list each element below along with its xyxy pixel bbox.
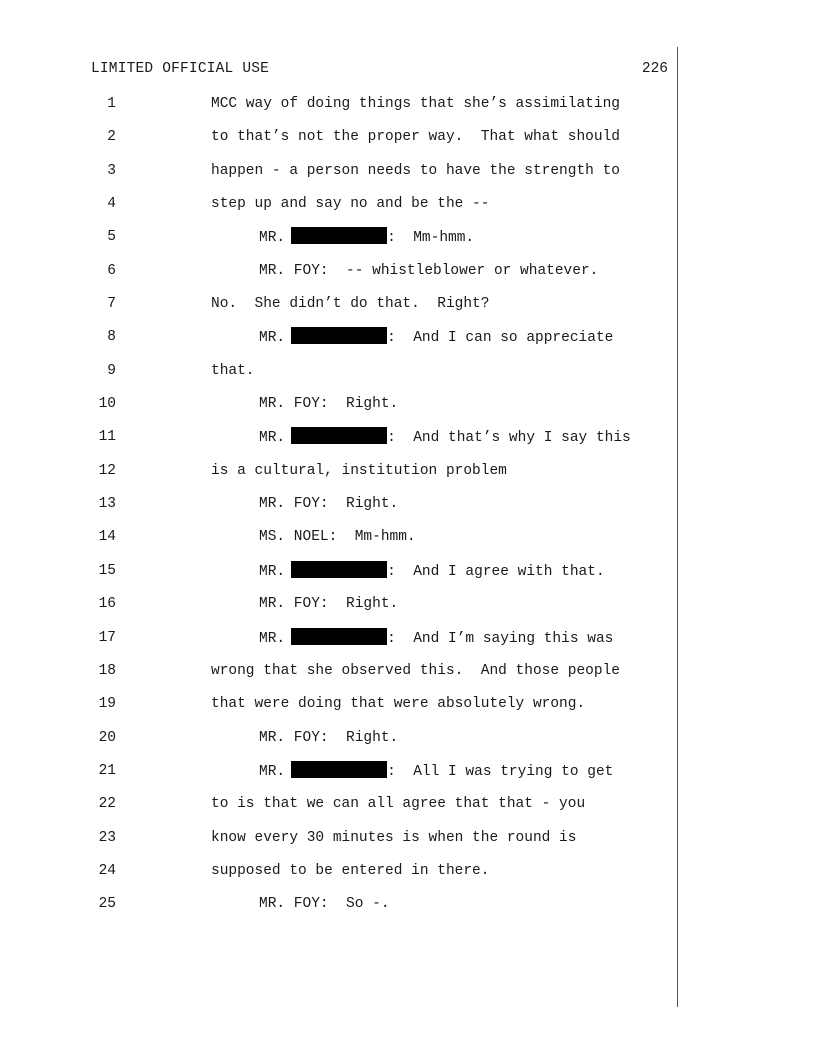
transcript-line: [0, 594, 816, 627]
line-number: 22: [98, 796, 116, 813]
line-number: 15: [98, 562, 116, 579]
speaker-line: [259, 761, 613, 782]
transcript-line: [0, 294, 816, 327]
line-number: 24: [98, 862, 116, 879]
redaction-box: [291, 327, 387, 344]
line-number: 6: [107, 262, 116, 279]
line-number: 16: [98, 596, 116, 613]
speaker-line: [259, 227, 474, 248]
line-number: 19: [98, 696, 116, 713]
transcript-line: [0, 194, 816, 227]
transcript-line: [0, 161, 816, 194]
line-number: 12: [98, 462, 116, 479]
line-text: know every 30 minutes is when the round is: [211, 829, 577, 846]
line-text: MR. FOY: Right.: [259, 729, 399, 746]
line-text: : And that’s why I say this: [387, 430, 631, 447]
line-number: 25: [98, 896, 116, 913]
line-number: 5: [107, 229, 116, 246]
speaker-title: MR.: [259, 630, 286, 647]
line-text: step up and say no and be the --: [211, 196, 490, 213]
line-number: 3: [107, 162, 116, 179]
transcript-line: [0, 261, 816, 294]
speaker-title: MR.: [259, 230, 286, 247]
line-number: 14: [98, 529, 116, 546]
transcript-line: [0, 227, 816, 260]
line-number: 18: [98, 662, 116, 679]
page-number: 226: [641, 61, 668, 77]
line-text: happen - a person needs to have the strength to: [211, 162, 620, 179]
speaker-title: MR.: [259, 330, 286, 347]
line-number: 17: [98, 629, 116, 646]
line-number: 7: [107, 296, 116, 313]
line-text: MS. NOEL: Mm-hmm.: [259, 529, 416, 546]
line-text: : And I agree with that.: [387, 563, 605, 580]
transcript-line: [0, 427, 816, 460]
redaction-box: [291, 227, 387, 244]
transcript-line: [0, 861, 816, 894]
speaker-line: [259, 628, 613, 649]
line-text: to is that we can all agree that that - you: [211, 796, 586, 813]
transcript-line: [0, 327, 816, 360]
line-text: that were doing that were absolutely wrong.: [211, 696, 586, 713]
transcript-line: [0, 694, 816, 727]
line-number: 11: [98, 429, 116, 446]
classification-header: LIMITED OFFICIAL USE: [91, 61, 270, 77]
line-text: : All I was trying to get: [387, 763, 614, 780]
line-text: : Mm-hmm.: [387, 230, 475, 247]
speaker-line: [259, 427, 631, 448]
line-text: wrong that she observed this. And those people: [211, 662, 620, 679]
line-text: MR. FOY: Right.: [259, 496, 399, 513]
transcript-line: [0, 628, 816, 661]
redaction-box: [291, 761, 387, 778]
line-text: MR. FOY: Right.: [259, 596, 399, 613]
transcript-line: [0, 661, 816, 694]
transcript-line: [0, 494, 816, 527]
redaction-box: [291, 561, 387, 578]
line-number: 13: [98, 496, 116, 513]
line-text: MR. FOY: So -.: [259, 896, 390, 913]
line-text: to that’s not the proper way. That what should: [211, 129, 620, 146]
transcript-line: [0, 828, 816, 861]
transcript-lines: [0, 94, 816, 928]
line-text: No. She didn’t do that. Right?: [211, 296, 490, 313]
transcript-line: [0, 561, 816, 594]
line-text: supposed to be entered in there.: [211, 862, 490, 879]
transcript-line: [0, 894, 816, 927]
line-text: MCC way of doing things that she’s assimilating: [211, 96, 620, 112]
line-number: 10: [98, 396, 116, 413]
transcript-line: [0, 361, 816, 394]
transcript-line: [0, 527, 816, 560]
line-text: : And I’m saying this was: [387, 630, 614, 647]
line-number: 23: [98, 829, 116, 846]
line-number: 8: [107, 329, 116, 346]
transcript-line: [0, 761, 816, 794]
line-number: 4: [107, 196, 116, 213]
line-text: MR. FOY: -- whistleblower or whatever.: [259, 262, 599, 279]
transcript-line: [0, 127, 816, 160]
transcript-line: [0, 728, 816, 761]
transcript-line: [0, 461, 816, 494]
transcript-line: [0, 94, 816, 127]
line-number: 9: [107, 362, 116, 379]
line-text: that.: [211, 362, 255, 379]
transcript-line: [0, 394, 816, 427]
line-number: 2: [107, 129, 116, 146]
speaker-title: MR.: [259, 563, 286, 580]
redaction-box: [291, 427, 387, 444]
redaction-box: [291, 628, 387, 645]
line-number: 1: [107, 96, 116, 112]
line-number: 21: [98, 762, 116, 779]
transcript-line: [0, 794, 816, 827]
speaker-title: MR.: [259, 430, 286, 447]
speaker-line: [259, 561, 605, 582]
line-text: MR. FOY: Right.: [259, 396, 399, 413]
line-text: : And I can so appreciate: [387, 330, 614, 347]
line-number: 20: [98, 729, 116, 746]
line-text: is a cultural, institution problem: [211, 462, 507, 479]
speaker-line: [259, 327, 613, 348]
speaker-title: MR.: [259, 763, 286, 780]
